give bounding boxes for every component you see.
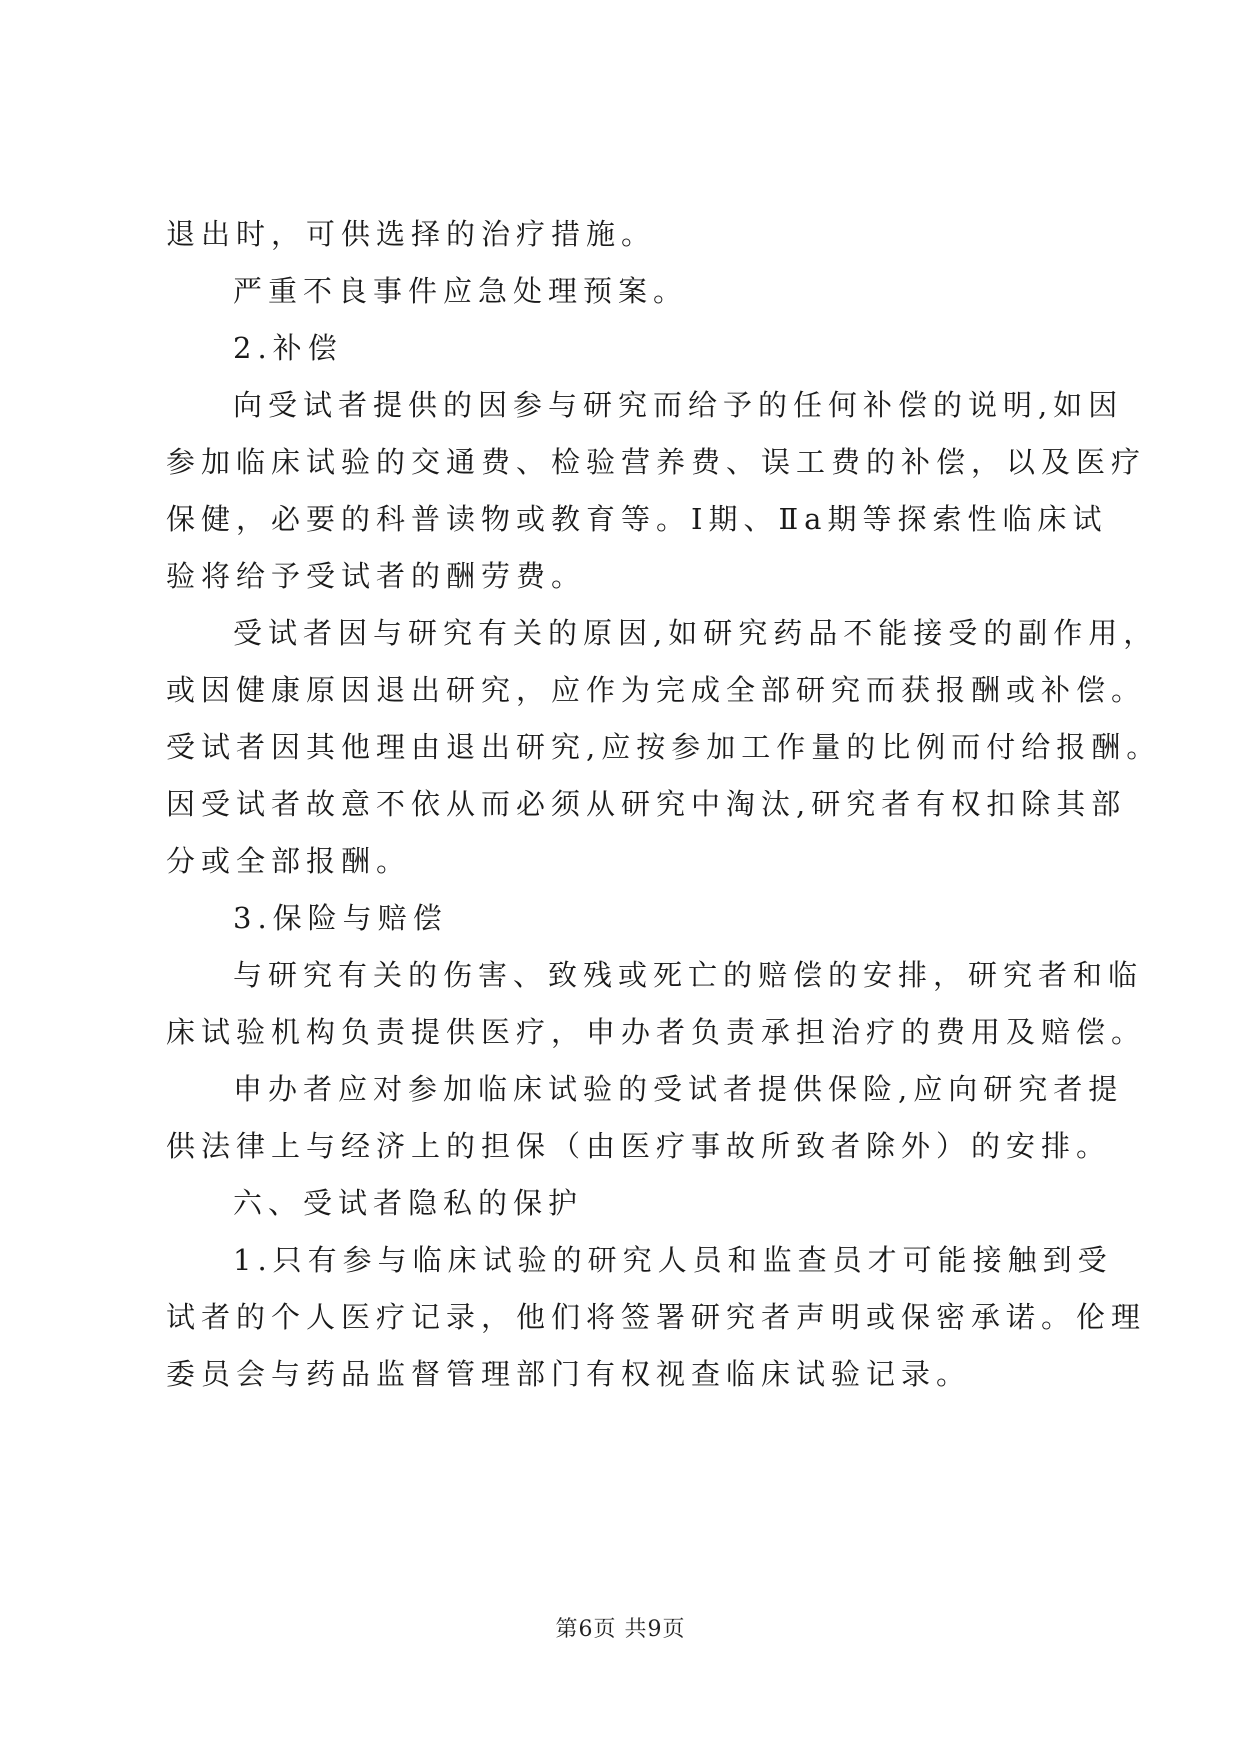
text-line: 床试验机构负责提供医疗，申办者负责承担治疗的费用及赔偿。 (166, 1015, 1147, 1049)
page-number-footer: 第6页 共9页 (555, 1617, 686, 1642)
text-line: 因受试者故意不依从而必须从研究中淘汰,研究者有权扣除其部 (166, 787, 1127, 821)
text-line: 验将给予受试者的酬劳费。 (166, 559, 587, 593)
text-line: 申办者应对参加临床试验的受试者提供保险,应向研究者提 (233, 1072, 1124, 1106)
text-line: 严重不良事件应急处理预案。 (233, 274, 689, 308)
text-line: 或因健康原因退出研究，应作为完成全部研究而获报酬或补偿。 (166, 673, 1147, 707)
text-line: 与研究有关的伤害、致残或死亡的赔偿的安排，研究者和临 (233, 958, 1144, 992)
text-line: 受试者因其他理由退出研究,应按参加工作量的比例而付给报酬。 (166, 730, 1162, 764)
text-line: 参加临床试验的交通费、检验营养费、误工费的补偿，以及医疗 (166, 445, 1147, 479)
text-line: 受试者因与研究有关的原因,如研究药品不能接受的副作用， (233, 616, 1159, 650)
section-heading: 六、受试者隐私的保护 (233, 1186, 584, 1220)
text-line: 保健，必要的科普读物或教育等。Ⅰ期、Ⅱa期等探索性临床试 (166, 502, 1108, 536)
text-line: 向受试者提供的因参与研究而给予的任何补偿的说明,如因 (233, 388, 1124, 422)
text-line: 供法律上与经济上的担保（由医疗事故所致者除外）的安排。 (166, 1129, 1112, 1163)
section-heading: 3.保险与赔偿 (233, 901, 448, 935)
section-heading: 2.补偿 (233, 331, 343, 365)
text-line: 退出时，可供选择的治疗措施。 (166, 217, 657, 251)
text-line: 分或全部报酬。 (166, 844, 412, 878)
text-line: 委员会与药品监督管理部门有权视查临床试验记录。 (166, 1357, 972, 1391)
text-line: 试者的个人医疗记录，他们将签署研究者声明或保密承诺。伦理 (166, 1300, 1147, 1334)
text-line: 1.只有参与临床试验的研究人员和监查员才可能接触到受 (233, 1243, 1113, 1277)
